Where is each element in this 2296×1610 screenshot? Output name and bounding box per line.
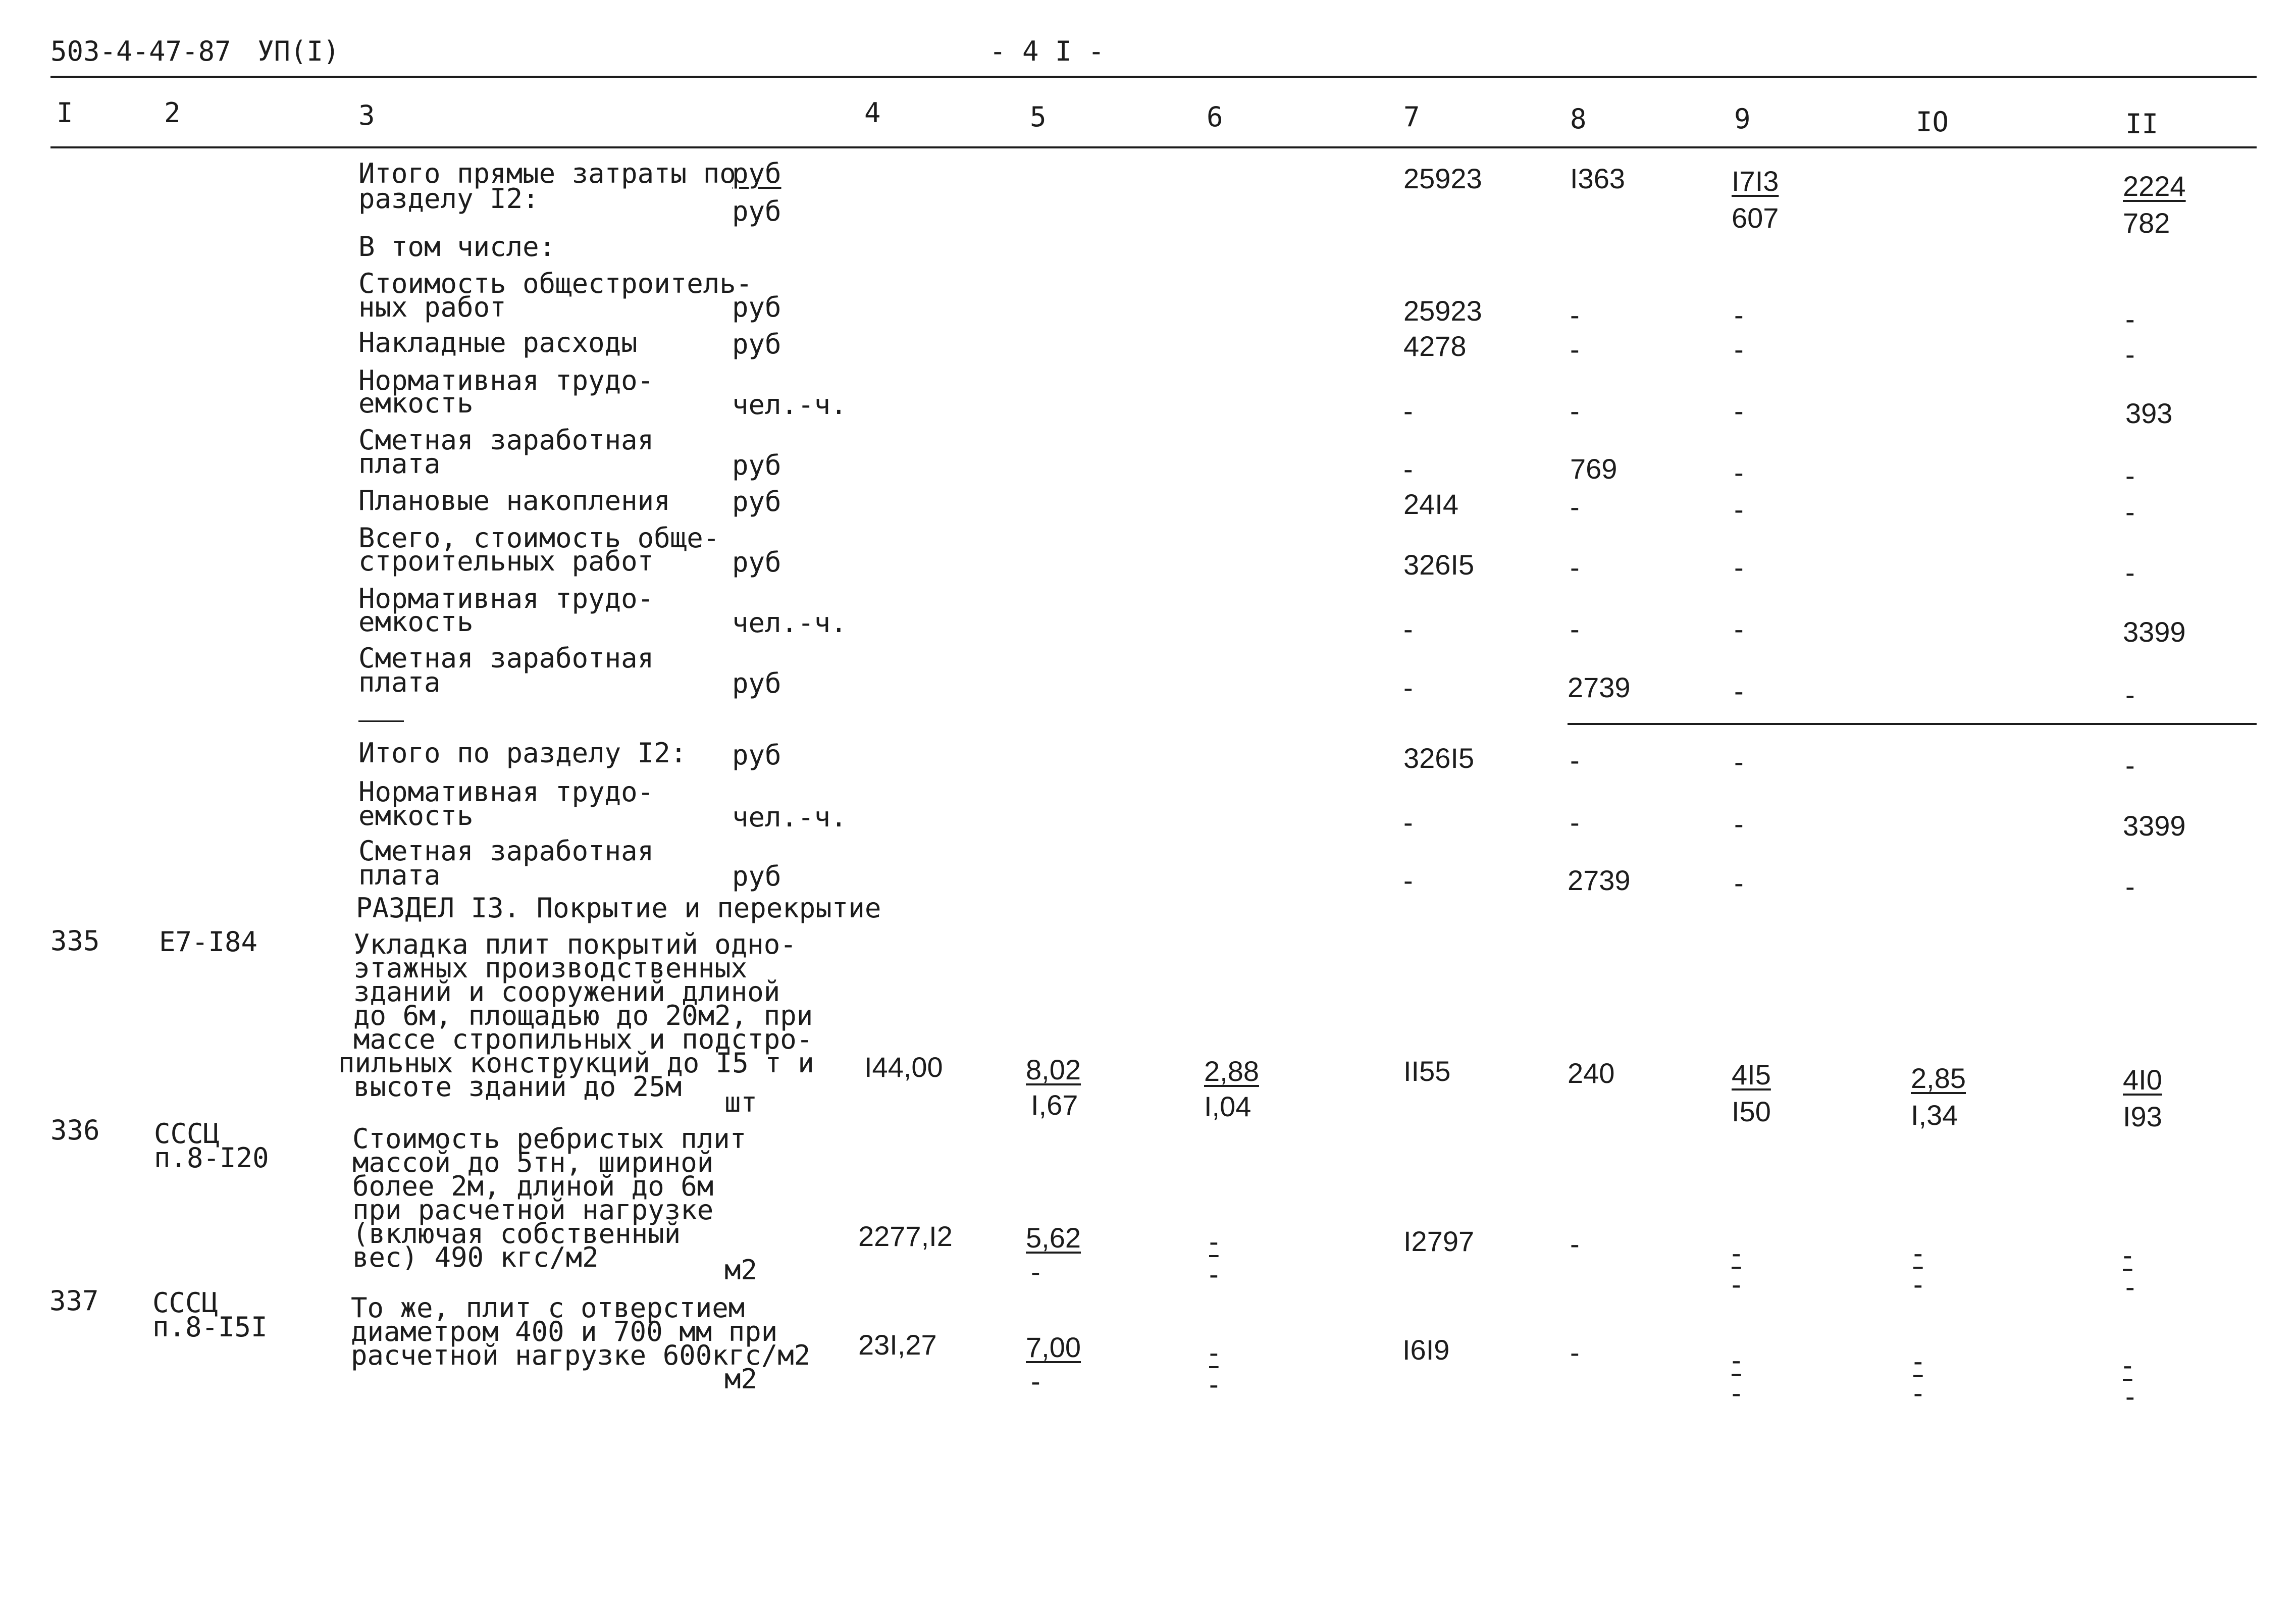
col-4: 4 bbox=[864, 97, 881, 129]
row-c9-bottom: - bbox=[1732, 1377, 1741, 1409]
total-direct-c11-top: 2224 bbox=[2123, 170, 2186, 202]
labor-2-label-2: емкость bbox=[358, 606, 474, 638]
row-c5-top: 5,62 bbox=[1026, 1222, 1081, 1254]
page-number: - 4 I - bbox=[989, 35, 1105, 67]
row-desc-line: То же, плит с отверстием bbox=[351, 1292, 745, 1324]
row-c6-top: 2,88 bbox=[1204, 1055, 1259, 1087]
row-desc-line: до 6м, площадью до 20м2, при bbox=[353, 1000, 813, 1031]
row-desc-line: диаметром 400 и 700 мм при bbox=[351, 1316, 778, 1347]
total-direct-unit-top: руб bbox=[732, 158, 781, 189]
row-c11-top: 4I0 bbox=[2123, 1064, 2162, 1096]
col-7: 7 bbox=[1403, 101, 1420, 133]
section-total-label: Итого по разделу I2: bbox=[358, 737, 687, 769]
row-c6-top: - bbox=[1209, 1336, 1219, 1368]
row-c8: 240 bbox=[1568, 1057, 1615, 1089]
section-total-c8: - bbox=[1570, 744, 1580, 776]
row-unit: м2 bbox=[724, 1363, 758, 1395]
row-c4: 23I,27 bbox=[858, 1329, 937, 1361]
labor-1-c9: - bbox=[1734, 395, 1744, 427]
row-c6-top: - bbox=[1209, 1225, 1219, 1257]
col-8: 8 bbox=[1570, 103, 1587, 135]
col-2: 2 bbox=[164, 97, 181, 129]
row-code-ref: п.8-I20 bbox=[154, 1142, 269, 1174]
overhead-label: Накладные расходы bbox=[358, 327, 638, 358]
row-c6-bottom: - bbox=[1209, 1258, 1219, 1290]
total-direct-c7: 25923 bbox=[1403, 163, 1482, 194]
labor-2-label-1: Нормативная трудо- bbox=[358, 583, 654, 614]
labor-3-c7: - bbox=[1403, 806, 1413, 838]
total-general-label-2: строительных работ bbox=[358, 545, 654, 577]
row-c11-top: - bbox=[2123, 1349, 2132, 1381]
overhead-unit: руб bbox=[732, 328, 781, 360]
row-c9-bottom: - bbox=[1732, 1268, 1741, 1300]
wages-3-c9: - bbox=[1734, 867, 1744, 899]
wages-2-c8: 2739 bbox=[1568, 671, 1631, 703]
col-6: 6 bbox=[1207, 101, 1223, 133]
row-c10-top: - bbox=[1913, 1237, 1923, 1269]
row-c5-top: 8,02 bbox=[1026, 1054, 1081, 1085]
labor-2-c7: - bbox=[1403, 613, 1413, 645]
row-c10-bottom: - bbox=[1913, 1377, 1923, 1409]
header-rule-top bbox=[50, 76, 2257, 78]
wages-1-c8: 769 bbox=[1570, 453, 1617, 485]
wages-3-c11: - bbox=[2125, 870, 2135, 902]
row-desc-line: (включая собственный bbox=[352, 1218, 681, 1250]
col-3: 3 bbox=[358, 99, 375, 131]
planned-savings-unit: руб bbox=[732, 486, 781, 517]
divider-stub bbox=[358, 720, 404, 722]
labor-3-c11: 3399 bbox=[2123, 810, 2186, 842]
section-13-title: РАЗДЕЛ I3. Покрытие и перекрытие bbox=[356, 892, 881, 924]
labor-2-c11: 3399 bbox=[2123, 616, 2186, 648]
wages-3-c7: - bbox=[1403, 864, 1413, 896]
wages-1-c7: - bbox=[1403, 453, 1413, 485]
row-desc-line: Укладка плит покрытий одно- bbox=[353, 928, 797, 960]
total-direct-c11-bottom: 782 bbox=[2123, 207, 2170, 239]
general-construction-label-2: ных работ bbox=[358, 291, 506, 323]
wages-2-c9: - bbox=[1734, 675, 1744, 707]
total-direct-label-1: Итого прямые затраты по bbox=[358, 158, 736, 189]
total-direct-c8: I363 bbox=[1570, 163, 1625, 194]
wages-3-c8: 2739 bbox=[1568, 864, 1631, 896]
doc-code: 503-4-47-87 bbox=[50, 35, 231, 67]
total-general-c8: - bbox=[1570, 551, 1580, 583]
total-general-c7: 326I5 bbox=[1403, 549, 1475, 581]
labor-1-c11: 393 bbox=[2125, 397, 2173, 429]
row-c7: I6I9 bbox=[1402, 1334, 1450, 1366]
row-c7: I2797 bbox=[1403, 1225, 1475, 1257]
general-construction-label-1: Стоимость общестроитель- bbox=[358, 268, 753, 299]
doc-part: УП(I) bbox=[257, 35, 340, 67]
total-direct-unit-bottom: руб bbox=[732, 195, 781, 227]
overhead-c8: - bbox=[1570, 333, 1580, 365]
row-c4: 2277,I2 bbox=[858, 1220, 953, 1252]
row-c4: I44,00 bbox=[864, 1051, 943, 1083]
wages-1-unit: руб bbox=[732, 449, 781, 481]
row-c11-top: - bbox=[2123, 1239, 2132, 1271]
row-c10-top: 2,85 bbox=[1911, 1062, 1966, 1094]
row-desc-line: более 2м, длиной до 6м bbox=[352, 1170, 714, 1202]
row-number: 336 bbox=[50, 1114, 100, 1146]
col-1: I bbox=[57, 97, 73, 129]
col-11: II bbox=[2125, 108, 2159, 140]
total-general-label-1: Всего, стоимость обще- bbox=[358, 522, 720, 554]
row-c8: - bbox=[1570, 1336, 1580, 1368]
section-total-unit: руб bbox=[732, 739, 781, 771]
wages-2-unit: руб bbox=[732, 667, 781, 699]
row-unit: шт bbox=[724, 1086, 758, 1118]
general-construction-c9: - bbox=[1734, 299, 1744, 331]
labor-3-unit: чел.-ч. bbox=[732, 801, 847, 833]
labor-3-label-2: емкость bbox=[358, 800, 474, 832]
labor-2-c8: - bbox=[1570, 613, 1580, 645]
wages-1-c9: - bbox=[1734, 456, 1744, 488]
row-desc-line: высоте зданий до 25м bbox=[353, 1071, 682, 1103]
total-general-c11: - bbox=[2125, 556, 2135, 588]
overhead-c9: - bbox=[1734, 333, 1744, 365]
labor-1-label-1: Нормативная трудо- bbox=[358, 365, 654, 396]
col-5: 5 bbox=[1030, 101, 1047, 133]
wages-1-c11: - bbox=[2125, 459, 2135, 491]
row-desc-line: расчетной нагрузке 600кгс/м2 bbox=[351, 1339, 811, 1371]
total-direct-label-2: разделу I2: bbox=[358, 183, 539, 215]
row-desc-line: зданий и сооружений длиной bbox=[353, 976, 780, 1008]
labor-1-unit: чел.-ч. bbox=[732, 389, 847, 421]
wages-2-c7: - bbox=[1403, 671, 1413, 703]
row-c9-top: - bbox=[1732, 1344, 1741, 1376]
header-rule-bottom bbox=[50, 146, 2257, 148]
row-number: 337 bbox=[49, 1285, 99, 1317]
total-direct-c9-top: I7I3 bbox=[1732, 165, 1779, 197]
row-code: СССЦ bbox=[154, 1118, 220, 1150]
general-construction-c8: - bbox=[1570, 299, 1580, 331]
planned-savings-c8: - bbox=[1570, 491, 1580, 523]
wages-3-label-2: плата bbox=[358, 859, 441, 891]
planned-savings-label: Плановые накопления bbox=[358, 485, 670, 516]
row-c10-bottom: I,34 bbox=[1911, 1099, 1958, 1131]
wages-2-c11: - bbox=[2125, 679, 2135, 710]
labor-2-unit: чел.-ч. bbox=[732, 607, 847, 639]
row-c5-bottom: - bbox=[1031, 1256, 1040, 1287]
row-desc-line: Стоимость ребристых плит bbox=[352, 1123, 747, 1155]
total-general-c9: - bbox=[1734, 551, 1744, 583]
row-c9-bottom: I50 bbox=[1732, 1096, 1771, 1127]
row-c11-bottom: - bbox=[2125, 1271, 2135, 1303]
row-c6-bottom: - bbox=[1209, 1368, 1219, 1400]
row-c9-top: - bbox=[1732, 1237, 1741, 1269]
row-c11-bottom: I93 bbox=[2123, 1101, 2162, 1132]
row-c5-bottom: I,67 bbox=[1031, 1089, 1078, 1121]
row-desc-line: массой до 5тн, шириной bbox=[352, 1147, 714, 1178]
row-c5-bottom: - bbox=[1031, 1365, 1040, 1397]
row-c6-bottom: I,04 bbox=[1204, 1090, 1251, 1122]
labor-2-c9: - bbox=[1734, 613, 1744, 645]
row-c5-top: 7,00 bbox=[1026, 1331, 1081, 1363]
general-construction-unit: руб bbox=[732, 291, 781, 323]
row-desc-line: при расчетной нагрузке bbox=[352, 1194, 714, 1226]
labor-3-c9: - bbox=[1734, 808, 1744, 840]
row-code: СССЦ bbox=[152, 1287, 219, 1319]
wages-2-label-1: Сметная заработная bbox=[358, 642, 654, 674]
general-construction-c11: - bbox=[2125, 303, 2135, 335]
overhead-c11: - bbox=[2125, 338, 2135, 370]
labor-3-label-1: Нормативная трудо- bbox=[358, 776, 654, 808]
row-desc-line: пильных конструкций до I5 т и bbox=[338, 1047, 814, 1079]
row-desc-line: этажных производственных bbox=[353, 952, 748, 984]
including-label: В том числе: bbox=[358, 231, 556, 263]
row-c10-top: - bbox=[1913, 1345, 1923, 1377]
row-desc-line: вес) 490 кгс/м2 bbox=[352, 1241, 599, 1273]
wages-1-label-2: плата bbox=[358, 448, 441, 480]
labor-3-c8: - bbox=[1570, 806, 1580, 838]
wages-3-label-1: Сметная заработная bbox=[358, 835, 654, 867]
section-total-c11: - bbox=[2125, 749, 2135, 781]
row-c10-bottom: - bbox=[1913, 1268, 1923, 1300]
overhead-c7: 4278 bbox=[1403, 330, 1467, 362]
row-c11-bottom: - bbox=[2125, 1380, 2135, 1412]
total-general-unit: руб bbox=[732, 546, 781, 578]
wages-2-label-2: плата bbox=[358, 666, 441, 698]
planned-savings-c11: - bbox=[2125, 496, 2135, 528]
col-10: IO bbox=[1916, 106, 1949, 138]
general-construction-c7: 25923 bbox=[1403, 295, 1482, 327]
total-direct-c9-bottom: 607 bbox=[1732, 202, 1779, 234]
wages-3-unit: руб bbox=[732, 860, 781, 892]
divider-rule bbox=[1568, 723, 2257, 725]
row-unit: м2 bbox=[724, 1254, 758, 1286]
planned-savings-c9: - bbox=[1734, 493, 1744, 525]
planned-savings-c7: 24I4 bbox=[1403, 488, 1458, 520]
row-c9-top: 4I5 bbox=[1732, 1059, 1771, 1090]
row-code: Е7-I84 bbox=[159, 926, 258, 958]
col-9: 9 bbox=[1734, 103, 1751, 135]
row-desc-line: массе стропильных и подстро- bbox=[353, 1023, 813, 1055]
row-number: 335 bbox=[50, 925, 100, 957]
labor-1-c7: - bbox=[1403, 395, 1413, 427]
row-code-ref: п.8-I5I bbox=[152, 1311, 268, 1343]
labor-1-label-2: емкость bbox=[358, 387, 474, 419]
row-c8: - bbox=[1570, 1228, 1580, 1260]
row-c7: II55 bbox=[1403, 1055, 1451, 1087]
section-total-c9: - bbox=[1734, 746, 1744, 777]
labor-1-c8: - bbox=[1570, 395, 1580, 427]
section-total-c7: 326I5 bbox=[1403, 742, 1475, 774]
wages-1-label-1: Сметная заработная bbox=[358, 424, 654, 456]
